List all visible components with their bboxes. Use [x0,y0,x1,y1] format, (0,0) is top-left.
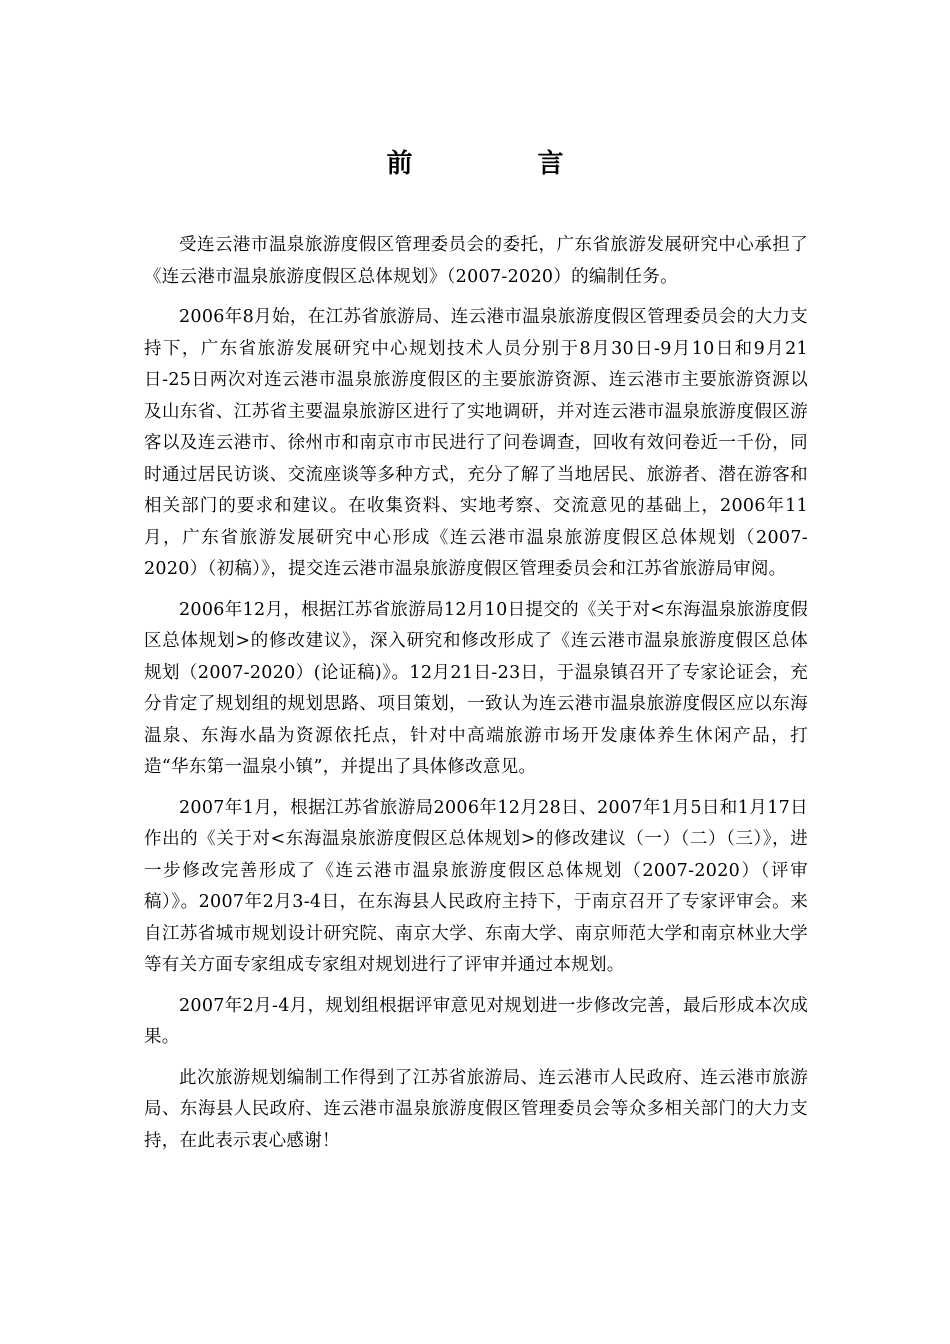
paragraph-5: 2007年2月-4月，规划组根据评审意见对规划进一步修改完善，最后形成本次成果。 [144,995,808,1047]
body-text [144,230,808,1166]
paragraph-6: 此次旅游规划编制工作得到了江苏省旅游局、连云港市人民政府、连云港市旅游局、东海县人民政府、连云港市温泉旅游度假区管理委员会等众多相关部门的大力支持，在此表示衷心感谢！ [144,1067,808,1151]
paragraph-4: 2007年1月，根据江苏省旅游局2006年12月28日、2007年1月5日和1月17日作出的《关于对<东海温泉旅游度假区总体规划>的修改建议（一）（二）（三）》，进一步修改完善形成了《连云港市温泉旅游度假区总体规划（2007-2020）（评审稿）》。2007年2月3-4日，在东海县人民政府主持下，于南京召开了专家评审会。来自江苏省城市规划设计研究院、南京大学、东南大学、南京师范大学和南京林业大学等有关方面专家组成专家组对规划进行了评审并通过本规划。 [144,797,808,975]
paragraph-3: 2006年12月，根据江苏省旅游局12月10日提交的《关于对<东海温泉旅游度假区总体规划>的修改建议》，深入研究和修改形成了《连云港市温泉旅游度假区总体规划（2007-2020）(论证稿)》。12月21日-23日，于温泉镇召开了专家论证会，充分肯定了规划组的规划思路、项目策划，一致认为连云港市温泉旅游度假区应以东海温泉、东海水晶为资源依托点，针对中高端旅游市场开发康体养生休闲产品，打造“华东第一温泉小镇”，并提出了具体修改意见。 [144,599,808,777]
paragraph-1: 受连云港市温泉旅游度假区管理委员会的委托，广东省旅游发展研究中心承担了《连云港市温泉旅游度假区总体规划》（2007-2020）的编制任务。 [144,235,808,287]
page-title: 前 言 [386,149,622,179]
paragraph-2: 2006年8月始，在江苏省旅游局、连云港市温泉旅游度假区管理委员会的大力支持下，广东省旅游发展研究中心规划技术人员分别于8月30日-9月10日和9月21日-25日两次对连云港市温泉旅游度假区的主要旅游资源、连云港市主要旅游资源以及山东省、江苏省主要温泉旅游区进行了实地调研，并对连云港市温泉旅游度假区游客以及连云港市、徐州市和南京市市民进行了问卷调查，回收有效问卷近一千份，同时通过居民访谈、交流座谈等多种方式，充分了解了当地居民、旅游者、潜在游客和相关部门的要求和建议。在收集资料、实地考察、交流意见的基础上，2006年11月，广东省旅游发展研究中心形成《连云港市温泉旅游度假区总体规划（2007-2020）（初稿）》，提交连云港市温泉旅游度假区管理委员会和江苏省旅游局审阅。 [144,307,808,579]
